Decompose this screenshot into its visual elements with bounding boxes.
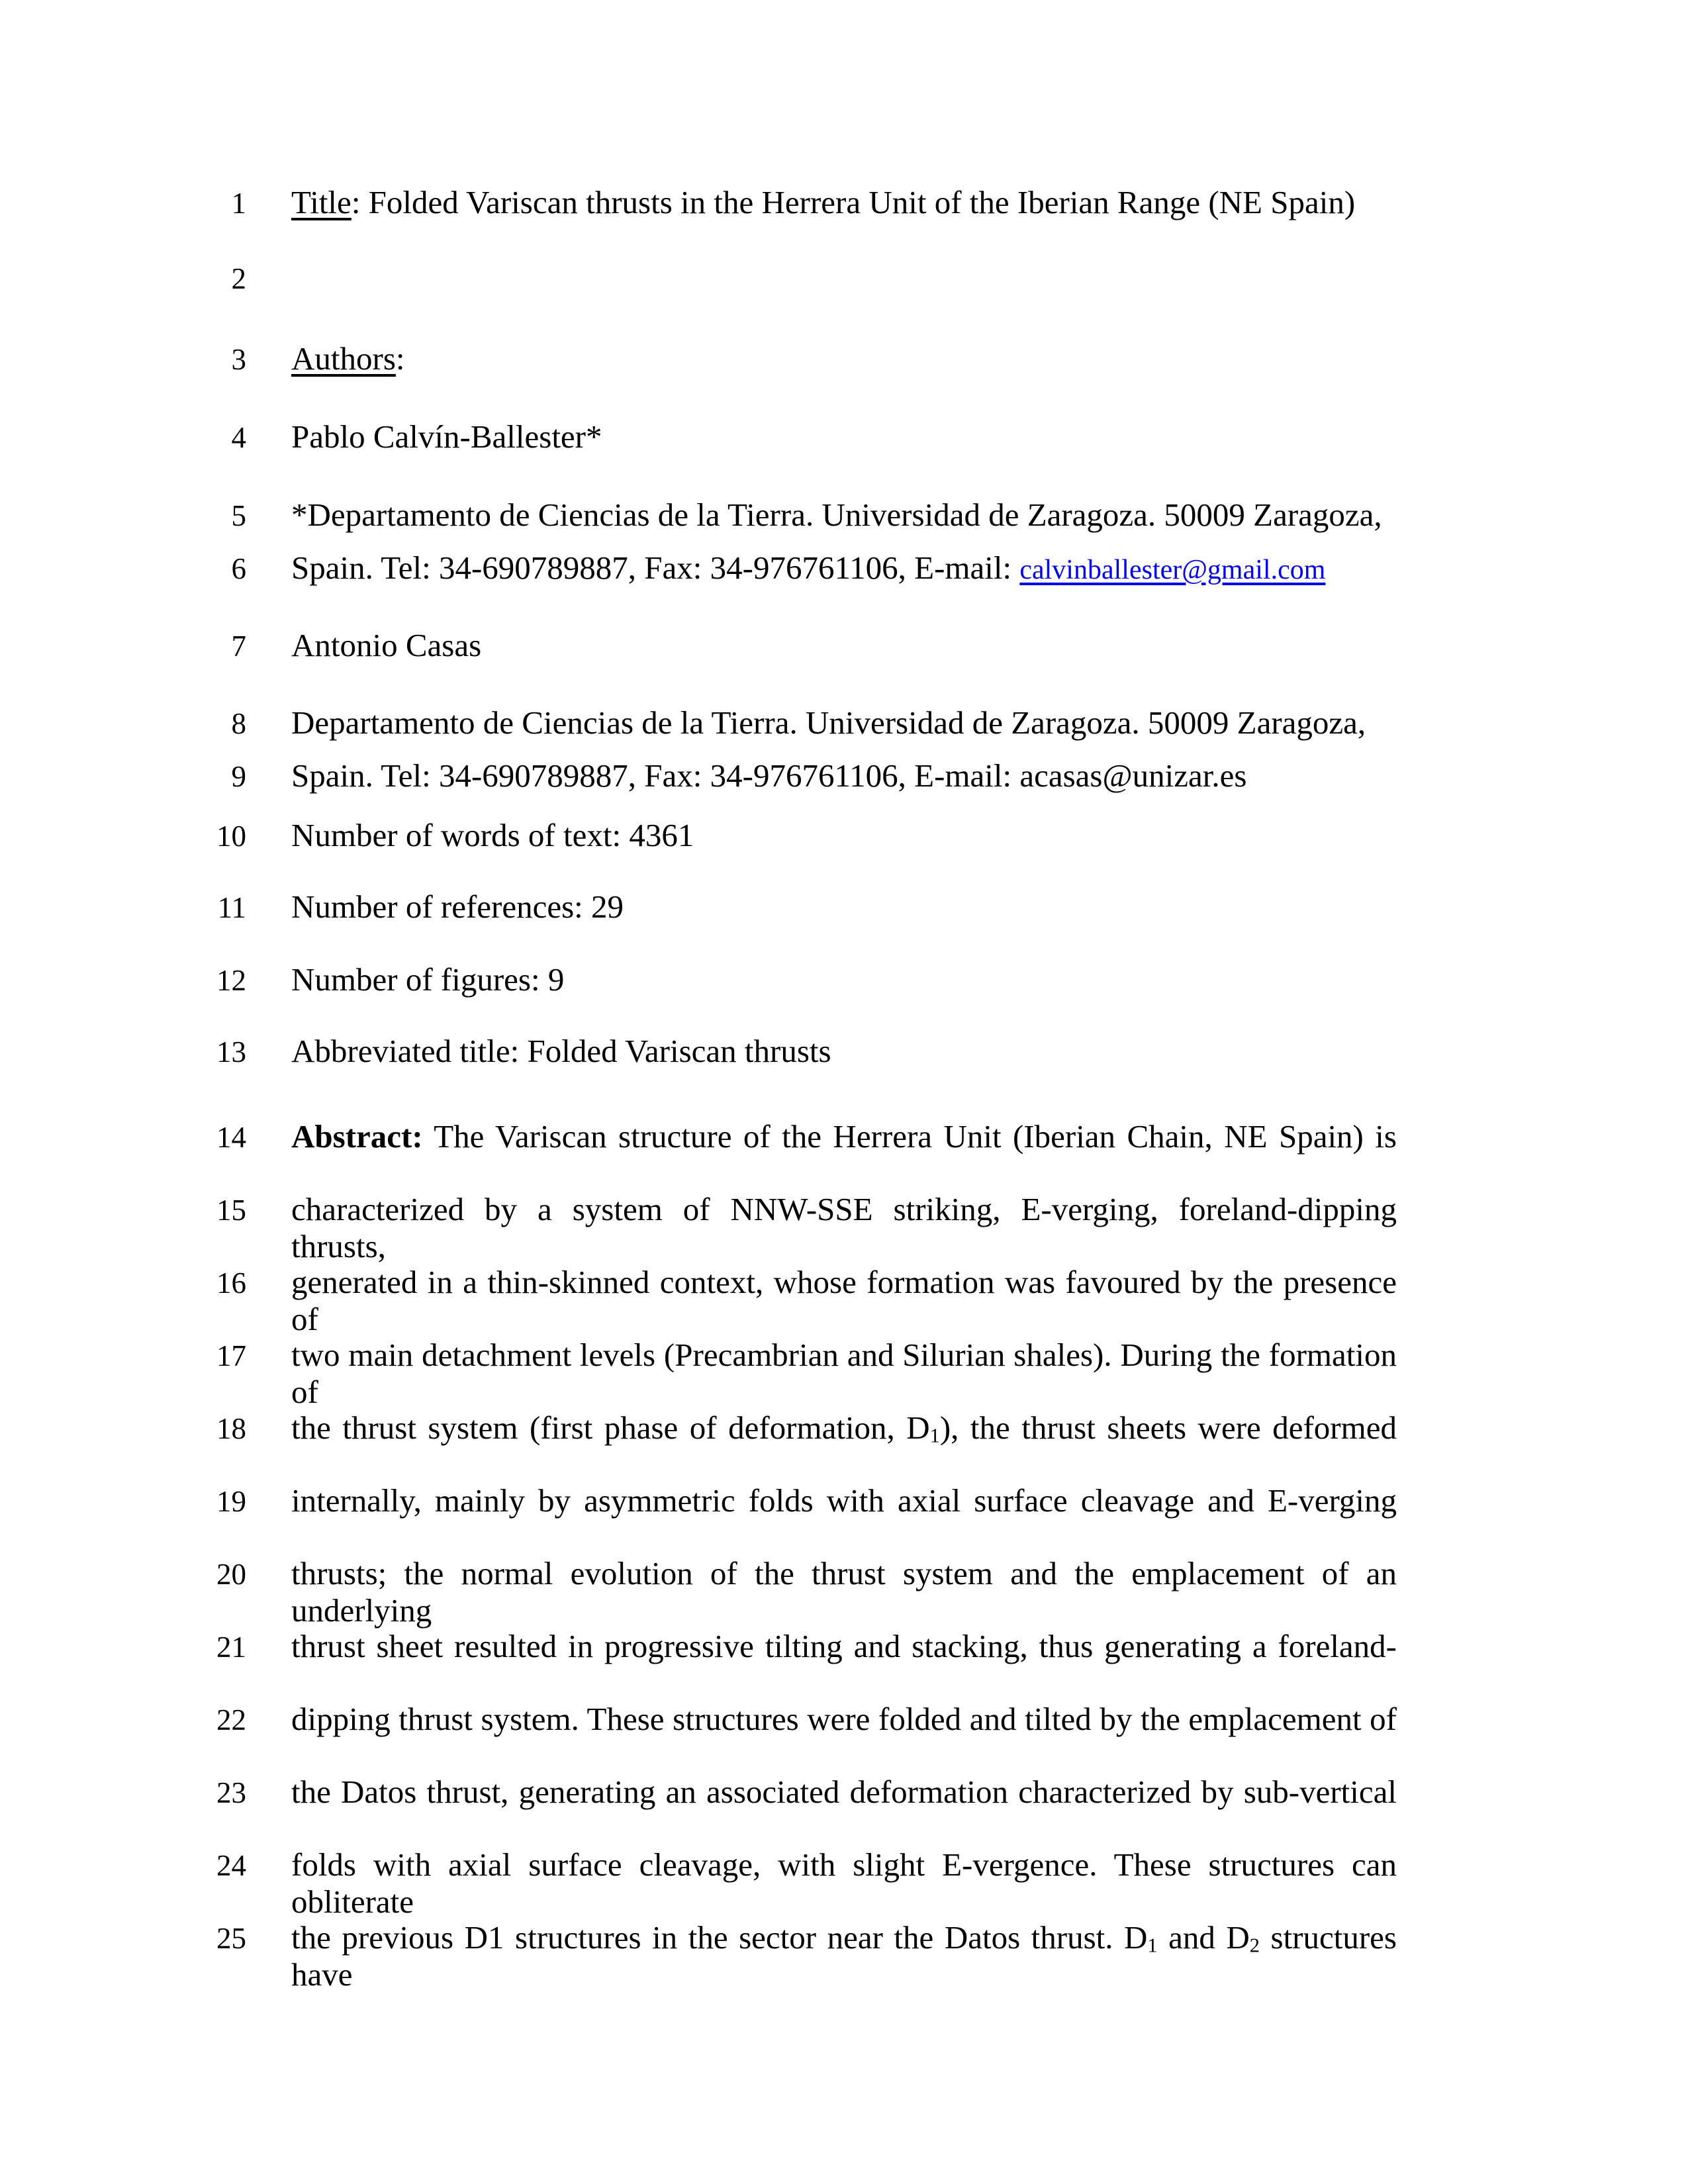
text-segment: *Departamento de Ciencias de la Tierra. Universidad de Zaragoza. 50009 Zaragoza, <box>291 497 1382 533</box>
line-row <box>0 1191 1417 1266</box>
line-number: 8 <box>231 707 246 740</box>
line-number: 16 <box>216 1266 246 1300</box>
line-number: 19 <box>216 1485 246 1518</box>
text-segment: the previous D1 structures in the sector near the Datos thrust. D <box>291 1919 1148 1956</box>
line-number: 20 <box>216 1558 246 1591</box>
line-text <box>291 497 1397 534</box>
line-row <box>0 184 1417 221</box>
text-segment: Spain. Tel: 34-690789887, Fax: 34-976761106, E-mail: acasas@unizar.es <box>291 757 1247 794</box>
line-text <box>291 757 1397 794</box>
line-number: 5 <box>231 499 246 532</box>
text-segment: Abbreviated title: Folded Variscan thrusts <box>291 1033 831 1069</box>
line-text <box>291 961 1397 998</box>
line-number: 17 <box>216 1339 246 1372</box>
line-number: 15 <box>216 1194 246 1227</box>
line-text <box>291 1264 1397 1339</box>
line-text <box>291 704 1397 741</box>
line-row <box>0 549 1417 587</box>
line-row <box>0 1555 1417 1630</box>
line-row <box>0 704 1417 741</box>
text-segment: Title <box>291 184 352 220</box>
text-segment: generated in a thin-skinned context, whose formation was favoured by the presence of <box>291 1264 1397 1338</box>
line-text <box>291 1033 1397 1070</box>
text-segment: Abstract: <box>291 1118 423 1155</box>
line-text <box>291 1774 1397 1811</box>
line-row <box>0 262 1417 297</box>
text-segment: internally, mainly by asymmetric folds with axial surface cleavage and E-verging <box>291 1482 1397 1519</box>
line-number: 18 <box>216 1412 246 1445</box>
line-row <box>0 1409 1417 1447</box>
line-number: 12 <box>216 964 246 997</box>
text-segment: The Variscan structure of the Herrera Unit (Iberian Chain, NE Spain) is <box>422 1118 1397 1155</box>
line-text <box>291 1482 1397 1519</box>
line-number: 3 <box>231 343 246 376</box>
text-segment: Number of figures: 9 <box>291 961 565 998</box>
text-segment: characterized by a system of NNW-SSE striking, E-verging, foreland-dipping thrusts, <box>291 1191 1397 1265</box>
subscript-text: 1 <box>929 1424 940 1447</box>
line-row <box>0 1919 1417 1994</box>
line-row <box>0 888 1417 926</box>
text-segment: Number of words of text: 4361 <box>291 817 694 853</box>
text-segment: folds with axial surface cleavage, with slight E-vergence. These structures can obliterate <box>291 1846 1397 1921</box>
line-number: 11 <box>217 891 246 924</box>
line-text <box>291 1701 1397 1738</box>
line-text <box>291 340 1397 377</box>
text-segment: the Datos thrust, generating an associated deformation characterized by sub-vertical <box>291 1774 1397 1810</box>
email-link[interactable]: calvinballester@gmail.com <box>1019 555 1326 585</box>
line-number: 25 <box>216 1922 246 1955</box>
line-number: 1 <box>231 187 246 220</box>
line-number: 2 <box>231 262 246 295</box>
subscript-text: 1 <box>1147 1934 1158 1957</box>
text-segment: Spain. Tel: 34-690789887, Fax: 34-976761106, E-mail: <box>291 549 1020 586</box>
line-number: 6 <box>231 552 246 585</box>
text-segment: structures have <box>291 1919 1397 1993</box>
text-segment: thrusts; the normal evolution of the thrust system and the emplacement of an underlying <box>291 1555 1397 1629</box>
text-segment: ), the thrust sheets were deformed <box>939 1409 1397 1446</box>
text-segment: and D <box>1157 1919 1250 1956</box>
line-number: 23 <box>216 1776 246 1809</box>
line-row <box>0 418 1417 455</box>
line-text <box>291 1118 1397 1155</box>
line-text <box>291 817 1397 854</box>
line-row <box>0 1264 1417 1339</box>
text-segment: Antonio Casas <box>291 627 482 663</box>
line-text <box>291 184 1397 221</box>
line-text <box>291 627 1397 664</box>
line-number: 7 <box>231 630 246 663</box>
text-segment: Pablo Calvín-Ballester* <box>291 418 602 455</box>
line-row <box>0 1774 1417 1811</box>
line-number: 21 <box>216 1631 246 1664</box>
text-segment: Number of references: 29 <box>291 888 624 925</box>
line-row <box>0 1033 1417 1070</box>
text-segment: thrust sheet resulted in progressive tilting and stacking, thus generating a foreland- <box>291 1628 1397 1664</box>
line-row <box>0 1846 1417 1921</box>
text-segment: Authors <box>291 340 396 377</box>
line-text <box>291 1191 1397 1266</box>
line-number: 13 <box>216 1035 246 1068</box>
line-row <box>0 497 1417 534</box>
line-row <box>0 1118 1417 1155</box>
line-number: 4 <box>231 421 246 454</box>
line-number: 9 <box>231 760 246 793</box>
line-text <box>291 1555 1397 1630</box>
line-text <box>291 418 1397 455</box>
line-text <box>291 549 1397 587</box>
line-number: 24 <box>216 1849 246 1882</box>
line-text <box>291 1409 1397 1447</box>
line-row <box>0 757 1417 794</box>
line-row <box>0 1628 1417 1665</box>
line-text <box>291 1846 1397 1921</box>
line-number: 10 <box>216 820 246 853</box>
text-segment: dipping thrust system. These structures were folded and tilted by the emplacement of <box>291 1701 1397 1737</box>
text-segment: two main detachment levels (Precambrian and Silurian shales). During the formation of <box>291 1337 1397 1411</box>
line-text <box>291 1919 1397 1994</box>
text-segment: : <box>395 340 405 377</box>
text-segment: Departamento de Ciencias de la Tierra. Universidad de Zaragoza. 50009 Zaragoza, <box>291 704 1366 741</box>
line-row <box>0 817 1417 854</box>
line-text <box>291 1337 1397 1411</box>
line-number: 14 <box>216 1121 246 1154</box>
line-row <box>0 961 1417 998</box>
line-row <box>0 1337 1417 1411</box>
line-row <box>0 627 1417 664</box>
text-segment: : Folded Variscan thrusts in the Herrera Unit of the Iberian Range (NE Spain) <box>351 184 1356 220</box>
line-row <box>0 1701 1417 1738</box>
line-text <box>291 888 1397 926</box>
subscript-text: 2 <box>1249 1934 1260 1957</box>
line-text <box>291 1628 1397 1665</box>
line-row <box>0 1482 1417 1519</box>
line-row <box>0 340 1417 377</box>
line-number: 22 <box>216 1703 246 1736</box>
text-segment: the thrust system (first phase of deformation, D <box>291 1409 930 1446</box>
